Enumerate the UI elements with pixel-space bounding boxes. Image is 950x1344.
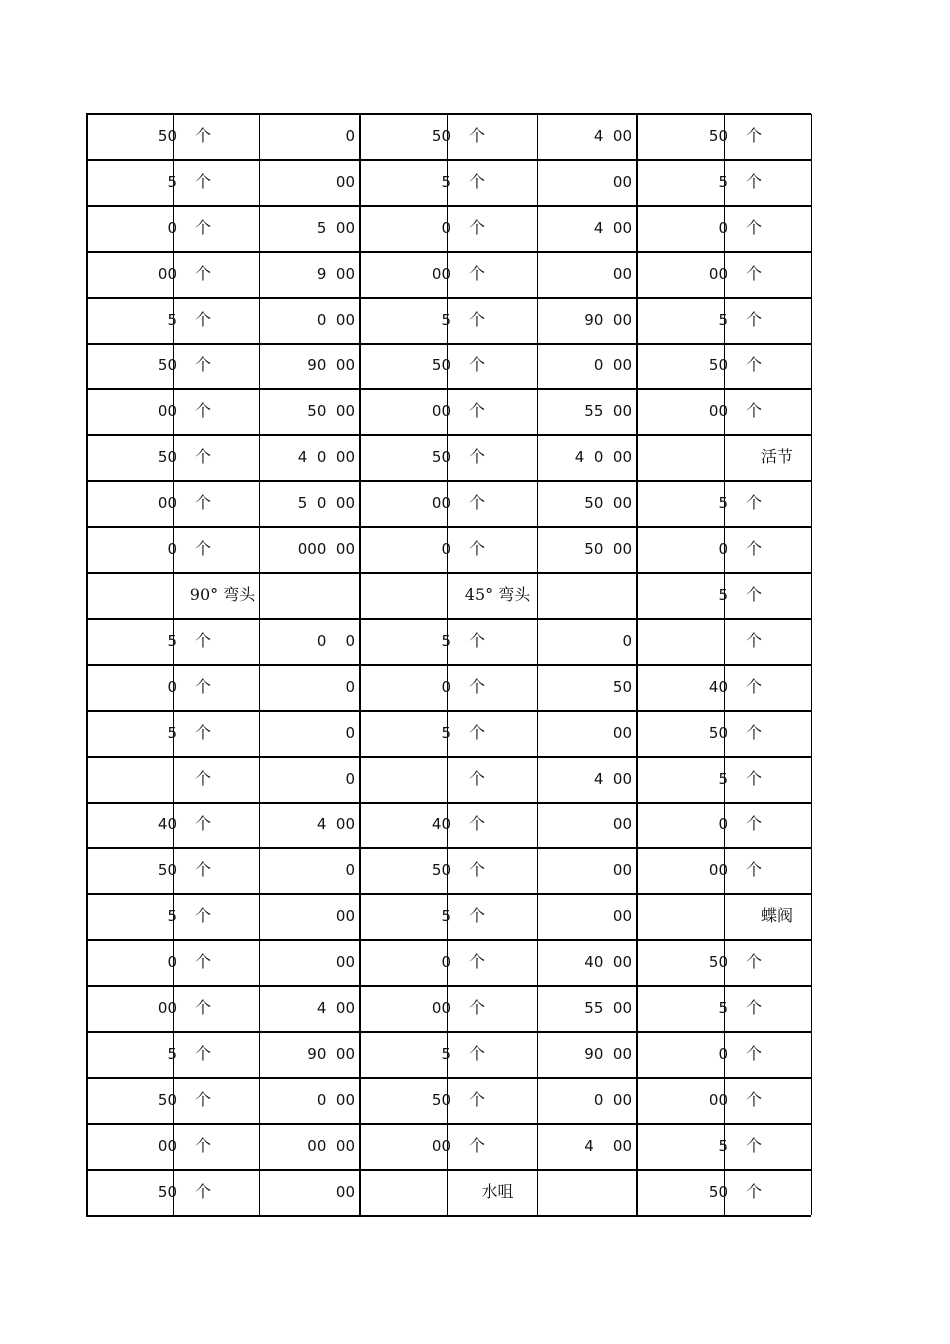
qty-cell: 0 bbox=[167, 540, 177, 559]
price-cell: 00 bbox=[335, 907, 355, 926]
qty-cell: 00 bbox=[157, 494, 177, 513]
unit-cell: 个 bbox=[469, 722, 486, 742]
unit-cell: 个 bbox=[195, 125, 212, 145]
qty-cell: 0 bbox=[441, 218, 451, 237]
unit-cell: 个 bbox=[195, 1089, 212, 1109]
unit-cell: 个 bbox=[746, 1135, 763, 1155]
unit-cell: 个 bbox=[195, 814, 212, 834]
grid-hline bbox=[86, 939, 811, 941]
unit-cell: 个 bbox=[746, 401, 763, 421]
unit-cell: 个 bbox=[746, 217, 763, 237]
unit-cell: 个 bbox=[746, 539, 763, 559]
qty-cell: 00 bbox=[708, 1090, 728, 1109]
grid-hline bbox=[86, 434, 811, 436]
price-cell: 00 bbox=[612, 815, 632, 834]
grid-hline bbox=[86, 1031, 811, 1033]
price-cell: 5 00 bbox=[316, 218, 355, 237]
qty-cell: 00 bbox=[431, 494, 451, 513]
unit-cell: 个 bbox=[746, 309, 763, 329]
price-cell: 0 bbox=[345, 723, 355, 742]
grid-hline bbox=[86, 572, 811, 574]
unit-cell: 个 bbox=[469, 860, 486, 880]
price-cell: 00 bbox=[335, 1182, 355, 1201]
unit-cell: 个 bbox=[195, 447, 212, 467]
qty-cell: 5 bbox=[167, 907, 177, 926]
qty-cell: 50 bbox=[431, 356, 451, 375]
qty-cell: 50 bbox=[157, 356, 177, 375]
qty-cell: 5 bbox=[441, 172, 451, 191]
grid-hline bbox=[86, 847, 811, 849]
qty-cell: 0 bbox=[441, 953, 451, 972]
unit-cell: 个 bbox=[746, 768, 763, 788]
price-cell: 5 0 00 bbox=[297, 494, 355, 513]
section-heading: 45° 弯头 bbox=[464, 584, 531, 604]
unit-cell: 个 bbox=[746, 676, 763, 696]
unit-cell: 个 bbox=[469, 309, 486, 329]
unit-cell: 个 bbox=[469, 493, 486, 513]
qty-cell: 00 bbox=[431, 402, 451, 421]
qty-cell: 50 bbox=[708, 953, 728, 972]
price-cell: 4 00 bbox=[593, 218, 632, 237]
qty-cell: 50 bbox=[708, 1182, 728, 1201]
qty-cell: 50 bbox=[708, 356, 728, 375]
unit-cell: 个 bbox=[195, 539, 212, 559]
unit-cell: 个 bbox=[195, 906, 212, 926]
qty-cell: 5 bbox=[718, 769, 728, 788]
grid-hline bbox=[86, 205, 811, 207]
qty-cell: 00 bbox=[157, 1136, 177, 1155]
unit-cell: 个 bbox=[469, 539, 486, 559]
grid-hline bbox=[86, 388, 811, 390]
price-cell: 00 bbox=[612, 264, 632, 283]
unit-cell: 个 bbox=[469, 447, 486, 467]
qty-cell: 00 bbox=[708, 264, 728, 283]
unit-cell: 个 bbox=[746, 1181, 763, 1201]
qty-cell: 40 bbox=[708, 677, 728, 696]
qty-cell: 50 bbox=[157, 448, 177, 467]
price-cell: 0 00 bbox=[593, 356, 632, 375]
price-cell: 0 bbox=[345, 677, 355, 696]
price-cell: 0 0 bbox=[316, 631, 355, 650]
grid-hline bbox=[86, 802, 811, 804]
unit-cell: 个 bbox=[469, 1043, 486, 1063]
unit-cell: 个 bbox=[746, 355, 763, 375]
qty-cell: 50 bbox=[157, 861, 177, 880]
qty-cell: 0 bbox=[167, 953, 177, 972]
grid-hline bbox=[86, 618, 811, 620]
item-heading: 活节 bbox=[760, 447, 793, 467]
unit-cell: 个 bbox=[746, 630, 763, 650]
qty-cell: 5 bbox=[167, 631, 177, 650]
unit-cell: 个 bbox=[195, 630, 212, 650]
qty-cell: 5 bbox=[167, 172, 177, 191]
grid-hline bbox=[86, 710, 811, 712]
price-cell: 00 bbox=[335, 953, 355, 972]
price-cell: 50 00 bbox=[584, 540, 632, 559]
unit-cell: 个 bbox=[746, 952, 763, 972]
price-cell: 00 bbox=[612, 172, 632, 191]
price-cell: 9 00 bbox=[316, 264, 355, 283]
price-cell: 4 00 bbox=[593, 126, 632, 145]
unit-cell: 个 bbox=[195, 952, 212, 972]
price-cell: 4 0 00 bbox=[574, 448, 632, 467]
grid-hline bbox=[86, 1215, 811, 1217]
price-cell: 50 00 bbox=[584, 494, 632, 513]
unit-cell: 个 bbox=[195, 401, 212, 421]
qty-cell: 0 bbox=[441, 540, 451, 559]
grid-hline bbox=[86, 251, 811, 253]
unit-cell: 个 bbox=[195, 1043, 212, 1063]
grid-hline bbox=[86, 343, 811, 345]
unit-cell: 个 bbox=[469, 998, 486, 1018]
qty-cell: 50 bbox=[431, 448, 451, 467]
qty-cell: 00 bbox=[431, 264, 451, 283]
price-cell: 4 00 bbox=[316, 815, 355, 834]
price-cell: 0 bbox=[345, 861, 355, 880]
qty-cell: 00 bbox=[157, 402, 177, 421]
price-cell: 0 bbox=[345, 126, 355, 145]
qty-cell: 00 bbox=[708, 861, 728, 880]
unit-cell: 个 bbox=[746, 493, 763, 513]
qty-cell: 50 bbox=[708, 126, 728, 145]
grid-hline bbox=[86, 1123, 811, 1125]
qty-cell: 5 bbox=[718, 999, 728, 1018]
price-cell: 0 bbox=[622, 631, 632, 650]
unit-cell: 个 bbox=[469, 217, 486, 237]
price-cell: 4 00 bbox=[316, 999, 355, 1018]
price-cell: 90 00 bbox=[584, 1044, 632, 1063]
unit-cell: 个 bbox=[469, 906, 486, 926]
qty-cell: 40 bbox=[157, 815, 177, 834]
section-heading: 90° 弯头 bbox=[189, 584, 256, 604]
qty-cell: 5 bbox=[441, 723, 451, 742]
unit-cell: 个 bbox=[469, 768, 486, 788]
qty-cell: 5 bbox=[718, 1136, 728, 1155]
unit-cell: 个 bbox=[469, 1089, 486, 1109]
grid-hline bbox=[86, 297, 811, 299]
unit-cell: 个 bbox=[195, 676, 212, 696]
grid-hline bbox=[86, 893, 811, 895]
price-cell: 00 bbox=[612, 907, 632, 926]
unit-cell: 个 bbox=[195, 1135, 212, 1155]
unit-cell: 个 bbox=[195, 171, 212, 191]
unit-cell: 个 bbox=[469, 401, 486, 421]
unit-cell: 个 bbox=[195, 860, 212, 880]
qty-cell: 00 bbox=[157, 999, 177, 1018]
price-cell: 0 00 bbox=[593, 1090, 632, 1109]
price-cell: 0 00 bbox=[316, 310, 355, 329]
material-table bbox=[86, 114, 811, 1215]
unit-cell: 个 bbox=[195, 1181, 212, 1201]
qty-cell: 0 bbox=[718, 218, 728, 237]
qty-cell: 50 bbox=[431, 126, 451, 145]
unit-cell: 个 bbox=[469, 355, 486, 375]
unit-cell: 个 bbox=[746, 860, 763, 880]
qty-cell: 5 bbox=[718, 585, 728, 604]
qty-cell: 00 bbox=[431, 1136, 451, 1155]
grid-vline bbox=[811, 114, 812, 1215]
unit-cell: 个 bbox=[746, 722, 763, 742]
unit-cell: 个 bbox=[469, 952, 486, 972]
price-cell: 90 00 bbox=[307, 1044, 355, 1063]
qty-cell: 0 bbox=[718, 1044, 728, 1063]
price-cell: 50 bbox=[612, 677, 632, 696]
unit-cell: 个 bbox=[746, 814, 763, 834]
unit-cell: 个 bbox=[469, 814, 486, 834]
price-cell: 00 bbox=[612, 861, 632, 880]
unit-cell: 个 bbox=[469, 676, 486, 696]
qty-cell: 40 bbox=[431, 815, 451, 834]
qty-cell: 0 bbox=[441, 677, 451, 696]
unit-cell: 个 bbox=[746, 171, 763, 191]
qty-cell: 50 bbox=[157, 1182, 177, 1201]
unit-cell: 个 bbox=[469, 125, 486, 145]
unit-cell: 个 bbox=[469, 1135, 486, 1155]
price-cell: 50 00 bbox=[307, 402, 355, 421]
qty-cell: 5 bbox=[718, 310, 728, 329]
price-cell: 55 00 bbox=[584, 402, 632, 421]
unit-cell: 个 bbox=[195, 998, 212, 1018]
price-cell: 0 bbox=[345, 769, 355, 788]
price-cell: 4 0 00 bbox=[297, 448, 355, 467]
qty-cell: 50 bbox=[157, 1090, 177, 1109]
qty-cell: 0 bbox=[718, 815, 728, 834]
section-heading: 水咀 bbox=[481, 1181, 514, 1201]
qty-cell: 0 bbox=[167, 677, 177, 696]
unit-cell: 个 bbox=[469, 171, 486, 191]
unit-cell: 个 bbox=[195, 309, 212, 329]
price-cell: 90 00 bbox=[307, 356, 355, 375]
qty-cell: 50 bbox=[431, 1090, 451, 1109]
price-cell: 00 bbox=[612, 723, 632, 742]
qty-cell: 50 bbox=[431, 861, 451, 880]
qty-cell: 00 bbox=[431, 999, 451, 1018]
price-cell: 00 bbox=[335, 172, 355, 191]
grid-hline bbox=[86, 159, 811, 161]
price-cell: 000 00 bbox=[297, 540, 355, 559]
qty-cell: 50 bbox=[157, 126, 177, 145]
unit-cell: 个 bbox=[746, 263, 763, 283]
unit-cell: 个 bbox=[195, 355, 212, 375]
price-cell: 4 00 bbox=[593, 769, 632, 788]
grid-hline bbox=[86, 664, 811, 666]
price-cell: 55 00 bbox=[584, 999, 632, 1018]
unit-cell: 个 bbox=[746, 1043, 763, 1063]
price-cell: 0 00 bbox=[316, 1090, 355, 1109]
item-heading: 蝶阀 bbox=[760, 906, 793, 926]
qty-cell: 5 bbox=[441, 310, 451, 329]
qty-cell: 5 bbox=[441, 1044, 451, 1063]
price-cell: 40 00 bbox=[584, 953, 632, 972]
grid-hline bbox=[86, 756, 811, 758]
qty-cell: 5 bbox=[167, 723, 177, 742]
qty-cell: 5 bbox=[167, 1044, 177, 1063]
qty-cell: 0 bbox=[718, 540, 728, 559]
qty-cell: 00 bbox=[708, 402, 728, 421]
unit-cell: 个 bbox=[195, 768, 212, 788]
unit-cell: 个 bbox=[195, 217, 212, 237]
grid-hline bbox=[86, 526, 811, 528]
unit-cell: 个 bbox=[746, 125, 763, 145]
unit-cell: 个 bbox=[195, 722, 212, 742]
unit-cell: 个 bbox=[469, 263, 486, 283]
qty-cell: 50 bbox=[708, 723, 728, 742]
unit-cell: 个 bbox=[195, 493, 212, 513]
grid-hline bbox=[86, 480, 811, 482]
grid-hline bbox=[86, 1169, 811, 1171]
qty-cell: 5 bbox=[441, 631, 451, 650]
grid-hline bbox=[86, 1077, 811, 1079]
price-cell: 00 00 bbox=[307, 1136, 355, 1155]
grid-hline bbox=[86, 985, 811, 987]
unit-cell: 个 bbox=[746, 998, 763, 1018]
unit-cell: 个 bbox=[195, 263, 212, 283]
price-cell: 4 00 bbox=[584, 1136, 632, 1155]
price-cell: 90 00 bbox=[584, 310, 632, 329]
unit-cell: 个 bbox=[746, 1089, 763, 1109]
qty-cell: 5 bbox=[718, 494, 728, 513]
qty-cell: 5 bbox=[441, 907, 451, 926]
qty-cell: 0 bbox=[167, 218, 177, 237]
grid-hline bbox=[86, 113, 811, 115]
qty-cell: 5 bbox=[718, 172, 728, 191]
qty-cell: 5 bbox=[167, 310, 177, 329]
qty-cell: 00 bbox=[157, 264, 177, 283]
unit-cell: 个 bbox=[469, 630, 486, 650]
unit-cell: 个 bbox=[746, 584, 763, 604]
